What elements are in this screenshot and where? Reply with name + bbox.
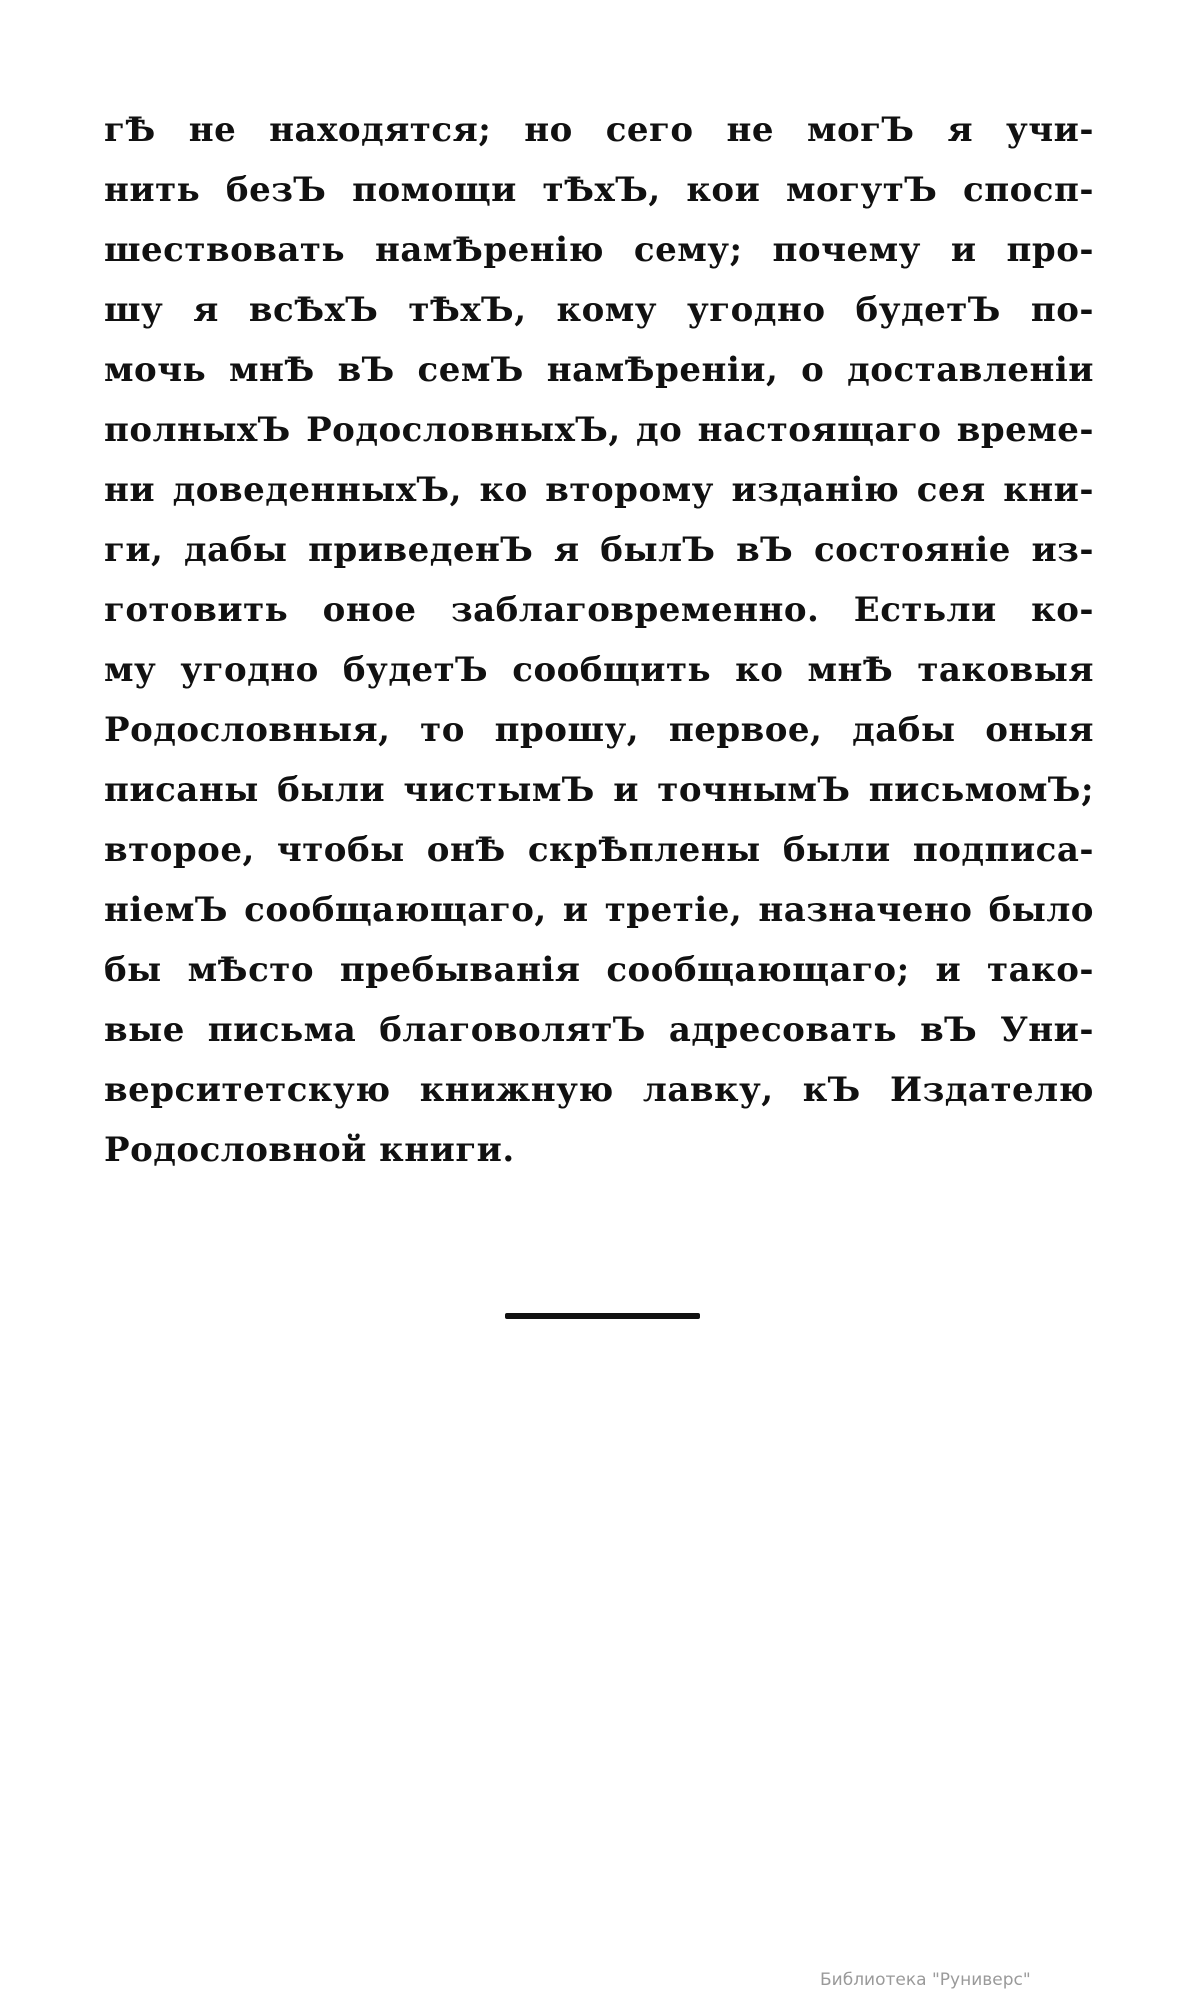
text-line: ни доведенныхЪ, ко второму изданію сея кни- bbox=[104, 470, 1094, 510]
library-watermark: Библиотека "Руниверс" bbox=[820, 1970, 1031, 1990]
text-line: ніемЪ сообщающаго, и третіе, назначено было bbox=[104, 890, 1094, 930]
text-line: верситетскую книжную лавку, кЪ Издателю bbox=[104, 1070, 1094, 1110]
text-line: полныхЪ РодословныхЪ, до настоящаго време- bbox=[104, 410, 1094, 450]
text-line: писаны были чистымЪ и точнымЪ письмомЪ; bbox=[104, 770, 1094, 810]
text-line: му угодно будетЪ сообщить ко мнѢ таковыя bbox=[104, 650, 1094, 690]
text-line: второе, чтобы онѢ скрѢплены были подписа- bbox=[104, 830, 1094, 870]
text-line: шу я всѢхЪ тѢхЪ, кому угодно будетЪ по- bbox=[104, 290, 1094, 330]
text-line: вые письма благоволятЪ адресовать вЪ Уни- bbox=[104, 1010, 1094, 1050]
text-line: гѢ не находятся; но сего не могЪ я учи- bbox=[104, 110, 1094, 150]
text-line: готовить оное заблаговременно. Естьли ко- bbox=[104, 590, 1094, 630]
text-line: бы мѢсто пребыванія сообщающаго; и тако- bbox=[104, 950, 1094, 990]
text-line: нить безЪ помощи тѢхЪ, кои могутЪ спосп- bbox=[104, 170, 1094, 210]
text-line-last: Родословной книги. bbox=[104, 1130, 515, 1170]
text-line: ги, дабы приведенЪ я былЪ вЪ состояніе из- bbox=[104, 530, 1094, 570]
text-line: мочь мнѢ вЪ семЪ намѢреніи, о доставленіи bbox=[104, 350, 1094, 390]
text-line: Родословныя, то прошу, первое, дабы оныя bbox=[104, 710, 1094, 750]
text-line: шествовать намѢренію сему; почему и про- bbox=[104, 230, 1094, 270]
body-text bbox=[104, 100, 1094, 1180]
section-divider bbox=[505, 1313, 700, 1319]
